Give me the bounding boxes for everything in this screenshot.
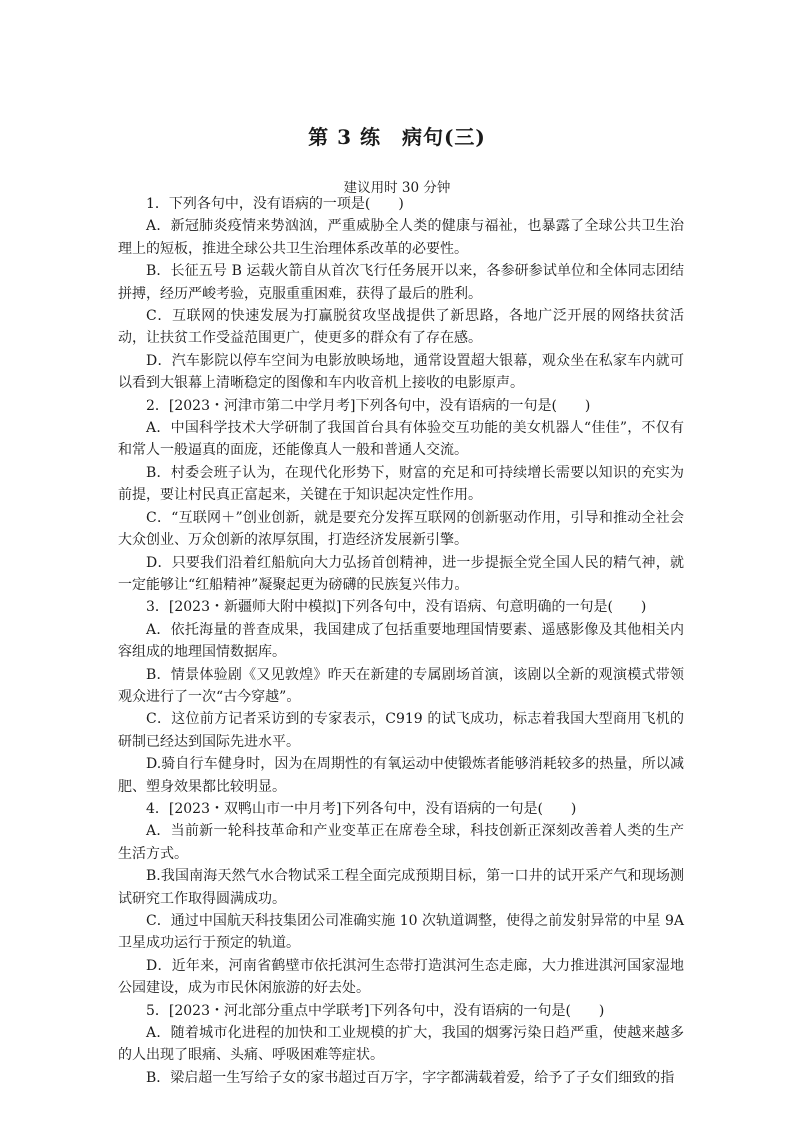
question-4-option-a: A．当前新一轮科技革命和产业变革正在席卷全球，科技创新正深刻改善着人类的生产生活方式。 — [118, 823, 684, 862]
question-2-stem: 2．[2023・河津市第二中学月考]下列各句中，没有语病的一句是( ) — [146, 397, 591, 414]
question-2-option-b: B．村委会班子认为，在现代化形势下，财富的充足和可持续增长需要以知识的充实为前提，要让村民真正富起来，关键在于知识起决定性作用。 — [118, 464, 684, 504]
suggested-time: 建议用时 30 分钟 — [343, 180, 451, 196]
question-2-option-a: A．中国科学技术大学研制了我国首台具有体验交互功能的美女机器人“佳佳”，不仅有和常人一般逼真的面庞，还能像真人一般和普通人交流。 — [118, 420, 684, 459]
question-3-option-d: D.骑自行车健身时，因为在周期性的有氧运动中使锻炼者能够消耗较多的热量，所以减肥、塑身效果都比较明显。 — [118, 756, 684, 795]
page-title: 第 3 练 病句(三) — [308, 125, 486, 149]
question-1-stem: 1．下列各句中，没有语病的一项是( ) — [146, 196, 404, 212]
question-2-option-d: D．只要我们沿着红船航向大力弘扬首创精神，进一步提振全党全国人民的精气神，就一定能够让“红船精神”凝聚起更为磅礴的民族复兴伟力。 — [118, 554, 684, 593]
question-1-option-c: C．互联网的快速发展为打赢脱贫攻坚战提供了新思路，各地广泛开展的网络扶贫活动，让扶贫工作受益范围更广，使更多的群众有了存在感。 — [118, 308, 684, 347]
question-1-option-d: D．汽车影院以停车空间为电影放映场地，通常设置超大银幕，观众坐在私家车内就可以看到大银幕上清晰稳定的图像和车内收音机上接收的电影原声。 — [118, 352, 684, 392]
question-5-stem: 5．[2023・河北部分重点中学联考]下列各句中，没有语病的一句是( ) — [146, 1002, 605, 1019]
question-4-option-b: B.我国南海天然气水合物试采工程全面完成预期目标，第一口井的试开采产气和现场测试研究工作取得圆满成功。 — [118, 868, 684, 907]
question-4-stem: 4．[2023・双鸭山市一中月考]下列各句中，没有语病的一句是( ) — [146, 800, 577, 817]
question-3-stem: 3．[2023・新疆师大附中模拟]下列各句中，没有语病、句意明确的一句是( ) — [146, 599, 647, 616]
question-2-option-c: C．“互联网＋”创业创新，就是要充分发挥互联网的创新驱动作用，引导和推动全社会大众创业、万众创新的浓厚氛围，打造经济发展新引擎。 — [118, 509, 684, 549]
question-1-option-b: B．长征五号 B 运载火箭自从首次飞行任务展开以来，各参研参试单位和全体同志团结拼搏，经历严峻考验，克服重重困难，获得了最后的胜利。 — [118, 263, 684, 302]
question-content — [118, 193, 684, 1089]
question-3-option-a: A．依托海量的普查成果，我国建成了包括重要地理国情要素、遥感影像及其他相关内容组成的地理国情数据库。 — [118, 621, 684, 661]
question-1-option-a: A．新冠肺炎疫情来势汹汹，严重威胁全人类的健康与福祉，也暴露了全球公共卫生治理上的短板，推进全球公共卫生治理体系改革的必要性。 — [118, 218, 684, 257]
question-3-option-c: C．这位前方记者采访到的专家表示，C919 的试飞成功，标志着我国大型商用飞机的研制已经达到国际先进水平。 — [118, 711, 684, 750]
question-5-option-b: B．梁启超一生写给子女的家书超过百万字，字字都满载着爱，给予了子女们细致的指 — [146, 1069, 675, 1086]
question-5-option-a: A．随着城市化进程的加快和工业规模的扩大，我国的烟雾污染日趋严重，使越来越多的人出现了眼痛、头痛、呼吸困难等症状。 — [118, 1025, 684, 1064]
question-4-option-d: D．近年来，河南省鹤壁市依托淇河生态带打造淇河生态走廊，大力推进淇河国家湿地公园建设，成为市民休闲旅游的好去处。 — [118, 957, 684, 997]
question-3-option-b: B．情景体验剧《又见敦煌》昨天在新建的专属剧场首演，该剧以全新的观演模式带领观众进行了一次“古今穿越”。 — [118, 666, 684, 705]
question-4-option-c: C．通过中国航天科技集团公司准确实施 10 次轨道调整，使得之前发射异常的中星 9A 卫星成功运行于预定的轨道。 — [118, 913, 684, 952]
